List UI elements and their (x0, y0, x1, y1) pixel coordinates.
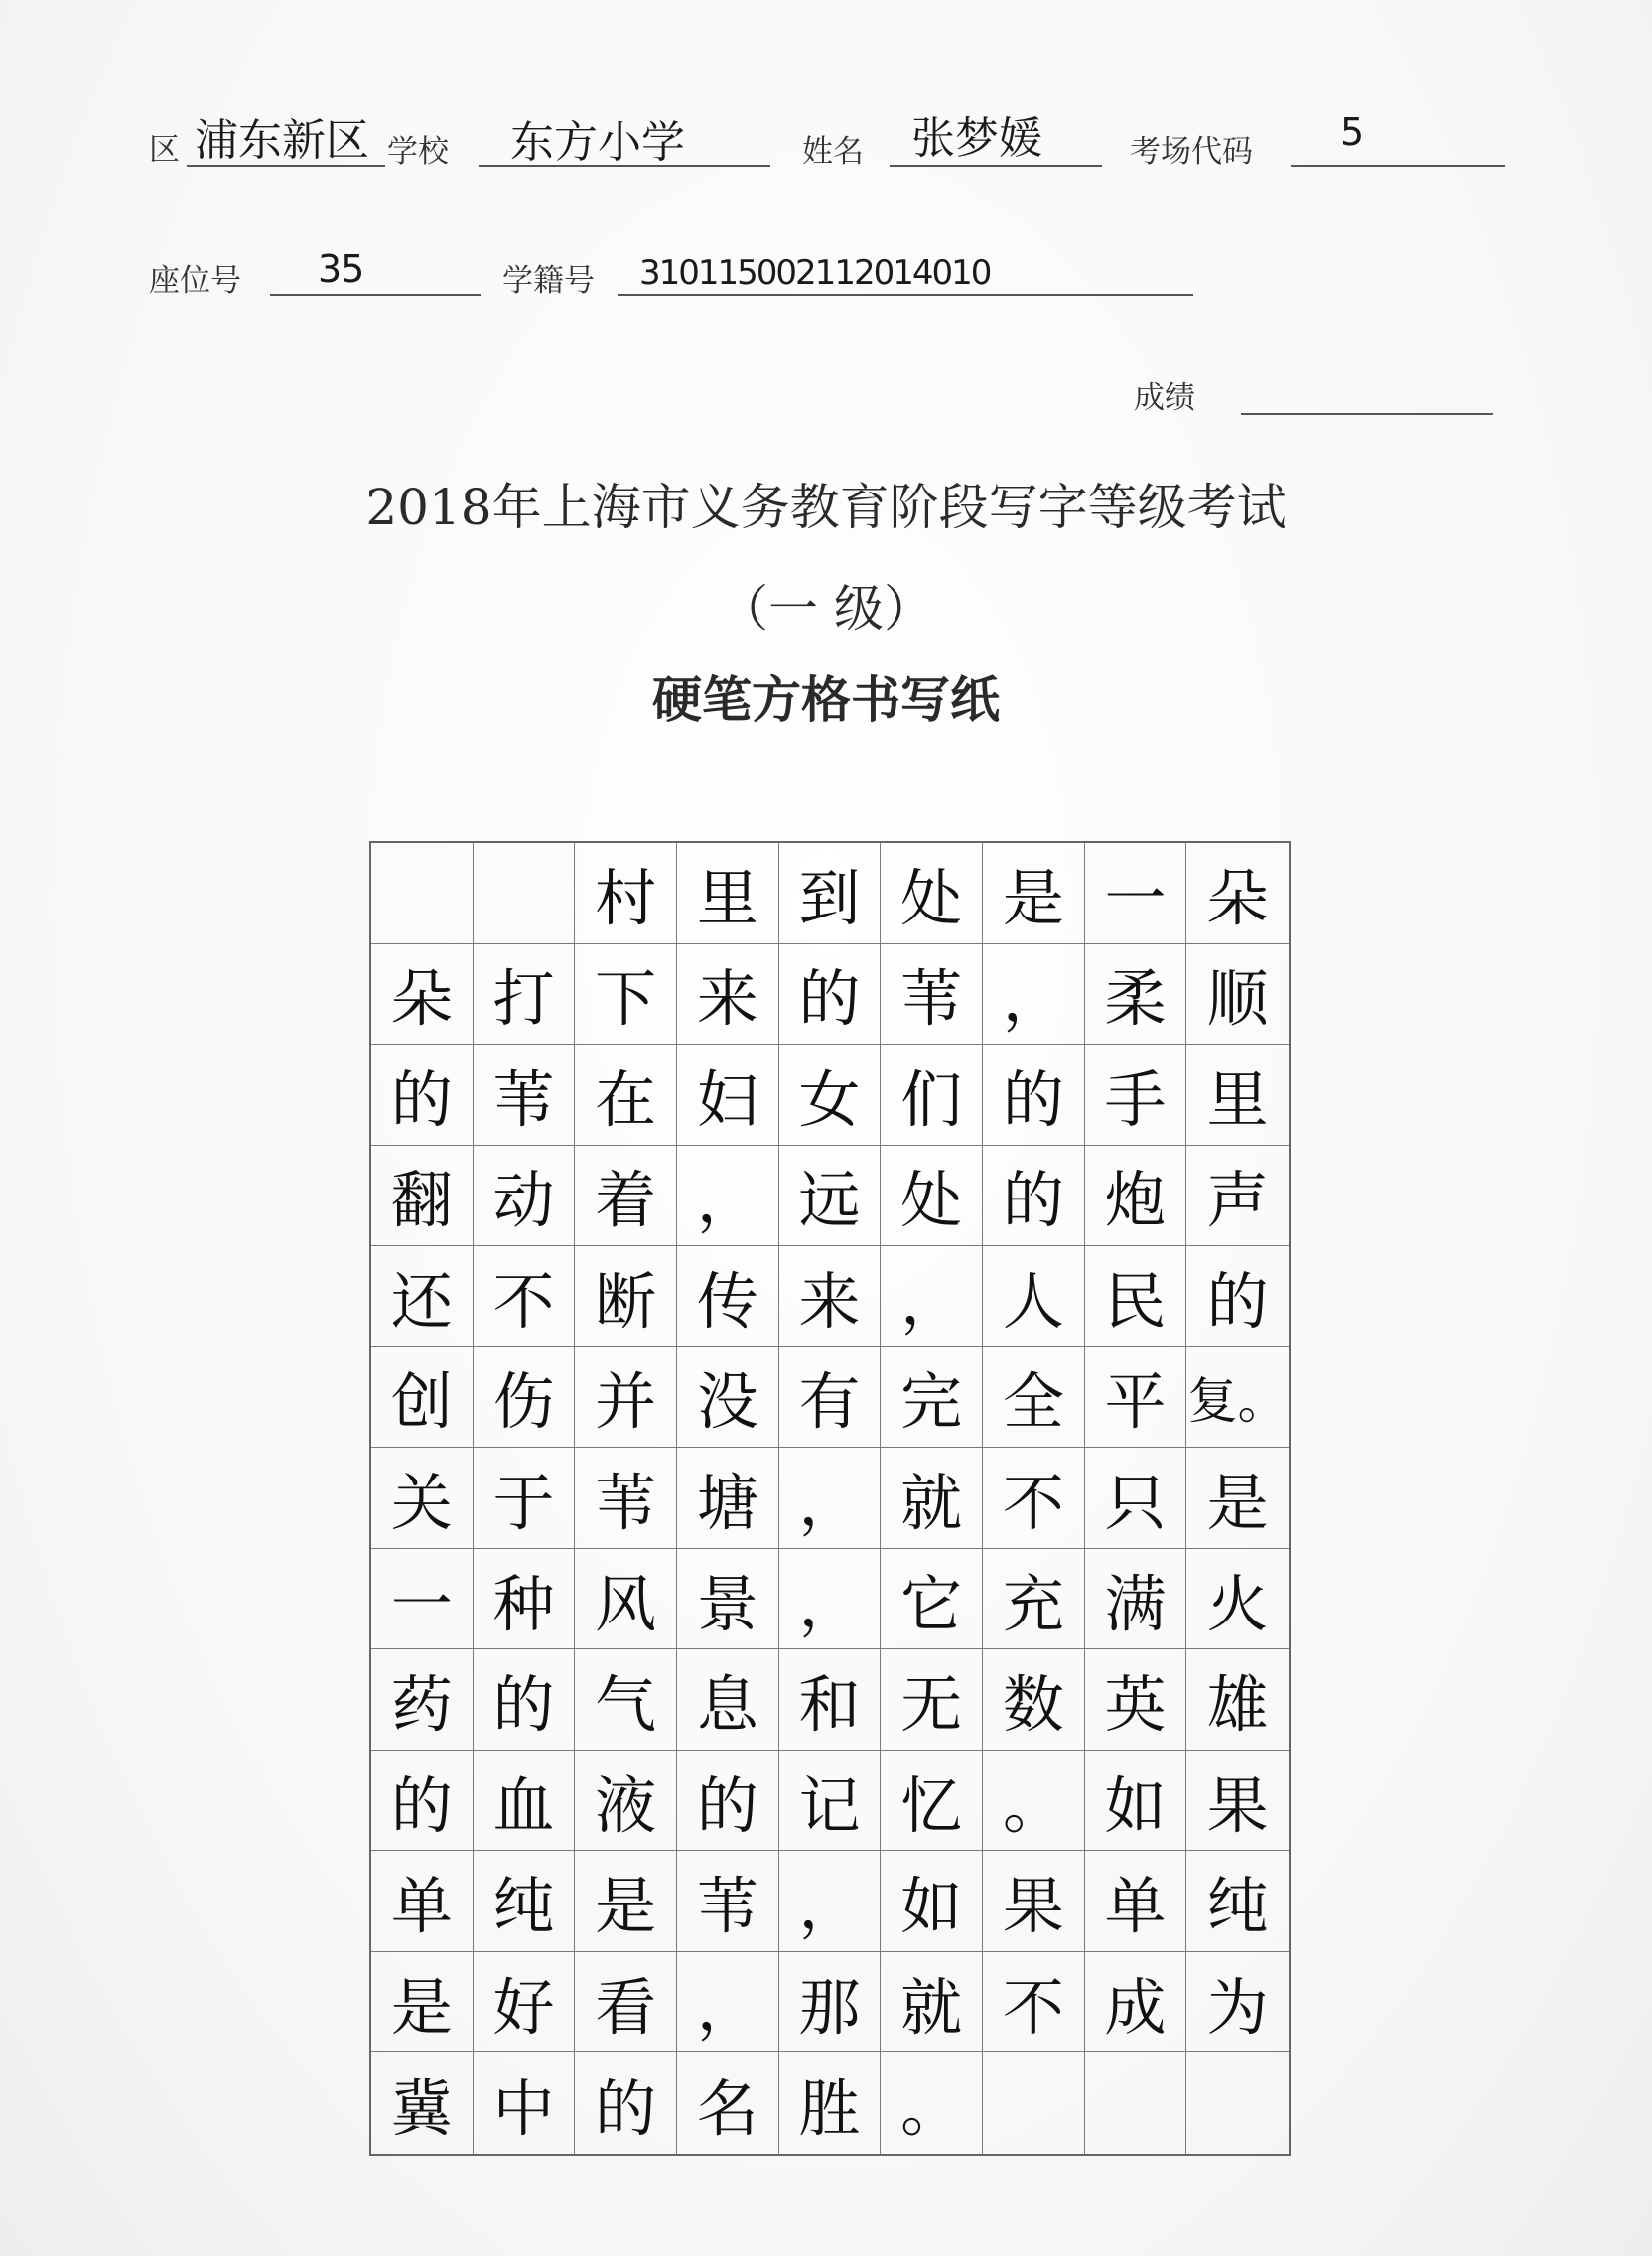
exam-room-field-line (1291, 165, 1505, 167)
grid-cell[interactable]: 不 (983, 1448, 1085, 1549)
grid-cell[interactable]: 女 (779, 1045, 882, 1146)
grid-cell[interactable]: 数 (983, 1649, 1085, 1751)
grid-cell[interactable]: 创 (371, 1347, 474, 1449)
grid-cell[interactable]: 雄 (1186, 1649, 1289, 1751)
grid-cell[interactable]: 民 (1085, 1246, 1187, 1347)
grid-cell[interactable]: 那 (779, 1952, 882, 2053)
grid-cell[interactable]: 顺 (1186, 944, 1289, 1046)
exam-level: （一 级） (719, 580, 933, 637)
grid-cell[interactable]: 记 (779, 1751, 882, 1852)
grid-cell[interactable]: 里 (1186, 1045, 1289, 1146)
grid-cell[interactable]: ， (779, 1549, 882, 1650)
grid-cell[interactable]: 苇 (474, 1045, 576, 1146)
grid-cell[interactable]: 来 (779, 1246, 882, 1347)
grid-cell[interactable]: 是 (575, 1851, 677, 1952)
district-field[interactable]: 浦东新区 (195, 115, 369, 166)
grid-cell[interactable]: 苇 (881, 944, 983, 1046)
grid-cell[interactable]: 处 (881, 1146, 983, 1247)
grid-cell[interactable]: ， (881, 1246, 983, 1347)
grid-cell[interactable]: 的 (983, 1146, 1085, 1247)
grid-cell[interactable]: 声 (1186, 1146, 1289, 1247)
grid-cell[interactable]: 完 (881, 1347, 983, 1449)
grid-cell[interactable]: 好 (474, 1952, 576, 2053)
grid-cell[interactable]: 的 (983, 1045, 1085, 1146)
grid-cell[interactable]: 并 (575, 1347, 677, 1449)
grid-cell[interactable]: 不 (983, 1952, 1085, 2053)
grid-cell[interactable]: 它 (881, 1549, 983, 1650)
grid-cell[interactable] (1085, 2052, 1187, 2154)
grid-cell[interactable]: 英 (1085, 1649, 1187, 1751)
student-id-label: 学籍号 (502, 263, 595, 299)
grid-cell[interactable]: 单 (1085, 1851, 1187, 1952)
student-id-field[interactable]: 310115002112014010 (639, 253, 991, 293)
grid-cell[interactable]: 的 (1186, 1246, 1289, 1347)
grid-cell[interactable]: 看 (575, 1952, 677, 2053)
grid-cell[interactable]: 苇 (677, 1851, 779, 1952)
grid-cell[interactable]: 柔 (1085, 944, 1187, 1046)
seat-field[interactable]: 35 (318, 247, 364, 291)
grid-cell[interactable]: 就 (881, 1952, 983, 2053)
grid-cell[interactable]: 成 (1085, 1952, 1187, 2053)
grid-cell[interactable]: 为 (1186, 1952, 1289, 2053)
grid-cell[interactable]: 如 (1085, 1751, 1187, 1852)
grid-cell[interactable]: 一 (371, 1549, 474, 1650)
grid-cell[interactable]: 的 (371, 1045, 474, 1146)
grid-cell[interactable]: 纯 (1186, 1851, 1289, 1952)
grid-cell[interactable]: 中 (474, 2052, 576, 2154)
grid-cell[interactable]: 没 (677, 1347, 779, 1449)
grid-cell[interactable]: 平 (1085, 1347, 1187, 1449)
grid-cell[interactable]: 只 (1085, 1448, 1187, 1549)
grid-cell[interactable]: 。 (881, 2052, 983, 2154)
grid-cell[interactable]: 塘 (677, 1448, 779, 1549)
writing-grid (369, 841, 1291, 2156)
grid-cell[interactable]: 还 (371, 1246, 474, 1347)
school-label: 学校 (387, 134, 449, 170)
exam-title: 2018年上海市义务教育阶段写字等级考试 (365, 479, 1287, 536)
grid-cell[interactable]: 们 (881, 1045, 983, 1146)
grid-cell[interactable] (983, 2052, 1085, 2154)
grid-cell[interactable]: 息 (677, 1649, 779, 1751)
student-id-field-line (618, 294, 1193, 296)
grid-cell[interactable]: 关 (371, 1448, 474, 1549)
grid-cell[interactable]: 是 (371, 1952, 474, 2053)
seat-field-line (270, 294, 481, 296)
name-field-line (890, 165, 1102, 167)
school-field[interactable]: 东方小学 (510, 117, 685, 168)
grid-cell[interactable]: 景 (677, 1549, 779, 1650)
grid-cell[interactable]: ， (983, 944, 1085, 1046)
seat-label: 座位号 (149, 263, 241, 299)
grid-cell[interactable]: 动 (474, 1146, 576, 1247)
grid-cell[interactable]: ， (677, 1952, 779, 2053)
grid-cell[interactable]: 的 (779, 944, 882, 1046)
grid-cell[interactable]: ， (779, 1448, 882, 1549)
grid-cell[interactable]: 的 (677, 1751, 779, 1852)
grid-cell[interactable]: 如 (881, 1851, 983, 1952)
grid-cell[interactable]: 充 (983, 1549, 1085, 1650)
grid-cell[interactable] (371, 843, 474, 944)
grid-cell[interactable]: 是 (983, 843, 1085, 944)
grid-cell[interactable]: 就 (881, 1448, 983, 1549)
grid-cell[interactable]: 朵 (371, 944, 474, 1046)
grid-cell[interactable]: 里 (677, 843, 779, 944)
grid-cell[interactable]: 全 (983, 1347, 1085, 1449)
grid-cell[interactable]: 名 (677, 2052, 779, 2154)
grid-cell[interactable]: 的 (474, 1649, 576, 1751)
grid-cell[interactable]: 翻 (371, 1146, 474, 1247)
grid-cell[interactable]: 打 (474, 944, 576, 1046)
grid-cell[interactable]: 村 (575, 843, 677, 944)
name-label: 姓名 (802, 134, 864, 170)
grid-cell[interactable]: 果 (983, 1851, 1085, 1952)
grid-cell[interactable] (1186, 2052, 1289, 2154)
grid-cell[interactable]: 火 (1186, 1549, 1289, 1650)
exam-room-field[interactable]: 5 (1340, 110, 1364, 154)
grid-cell[interactable]: 血 (474, 1751, 576, 1852)
grid-cell[interactable]: 苇 (575, 1448, 677, 1549)
grid-cell[interactable]: 液 (575, 1751, 677, 1852)
grid-cell[interactable]: 妇 (677, 1045, 779, 1146)
grid-cell[interactable]: 有 (779, 1347, 882, 1449)
grid-cell[interactable]: 复。 (1186, 1347, 1289, 1449)
grid-cell[interactable]: 下 (575, 944, 677, 1046)
grid-cell[interactable]: 种 (474, 1549, 576, 1650)
grid-cell[interactable]: 单 (371, 1851, 474, 1952)
grid-cell[interactable]: ， (779, 1851, 882, 1952)
grid-cell[interactable]: 在 (575, 1045, 677, 1146)
grid-cell[interactable]: 是 (1186, 1448, 1289, 1549)
grid-cell[interactable]: 气 (575, 1649, 677, 1751)
grid-cell[interactable]: 到 (779, 843, 882, 944)
grid-cell[interactable]: ， (677, 1146, 779, 1247)
grid-cell[interactable]: 人 (983, 1246, 1085, 1347)
grid-cell[interactable]: 药 (371, 1649, 474, 1751)
grid-cell[interactable]: 的 (371, 1751, 474, 1852)
grid-cell[interactable]: 冀 (371, 2052, 474, 2154)
grid-cell[interactable]: 胜 (779, 2052, 882, 2154)
grid-cell[interactable]: 不 (474, 1246, 576, 1347)
grid-cell[interactable]: 无 (881, 1649, 983, 1751)
district-label: 区 (149, 132, 180, 168)
grid-cell[interactable]: 忆 (881, 1751, 983, 1852)
grid-cell[interactable]: 手 (1085, 1045, 1187, 1146)
grid-cell[interactable]: 满 (1085, 1549, 1187, 1650)
grid-cell[interactable]: 和 (779, 1649, 882, 1751)
grid-cell[interactable]: 于 (474, 1448, 576, 1549)
grid-cell[interactable]: 朵 (1186, 843, 1289, 944)
name-field[interactable]: 张梦媛 (911, 113, 1042, 164)
grid-cell[interactable]: 断 (575, 1246, 677, 1347)
grid-cell[interactable]: 来 (677, 944, 779, 1046)
grid-cell[interactable]: 传 (677, 1246, 779, 1347)
grid-cell[interactable]: 远 (779, 1146, 882, 1247)
grid-cell[interactable]: 炮 (1085, 1146, 1187, 1247)
score-field-line (1241, 413, 1493, 415)
grid-cell[interactable]: 纯 (474, 1851, 576, 1952)
grid-cell[interactable] (474, 843, 576, 944)
grid-cell[interactable]: 的 (575, 2052, 677, 2154)
score-label: 成绩 (1134, 380, 1195, 416)
exam-room-label: 考场代码 (1130, 134, 1253, 170)
sheet-subtitle: 硬笔方格书写纸 (652, 670, 1000, 729)
grid-cell[interactable]: 一 (1085, 843, 1187, 944)
grid-cell[interactable]: 风 (575, 1549, 677, 1650)
grid-cell[interactable]: 。 (983, 1751, 1085, 1852)
grid-cell[interactable]: 处 (881, 843, 983, 944)
grid-cell[interactable]: 着 (575, 1146, 677, 1247)
grid-cell[interactable]: 伤 (474, 1347, 576, 1449)
grid-cell[interactable]: 果 (1186, 1751, 1289, 1852)
